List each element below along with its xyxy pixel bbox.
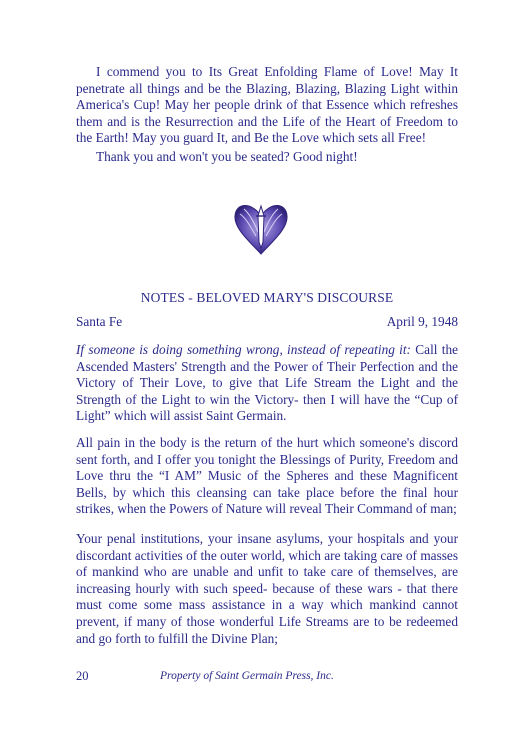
place-label: Santa Fe [76, 314, 123, 329]
paragraph-commendation: I commend you to Its Great Enfolding Flame of Love! May It penetrate all things and be the Blazing, Blazing, Blazing Light within America's Cup! May her people drink of that Essence which refreshes them and is the Resurrection and the Life of the Heart of Freedom to the Earth! May you guard It, and Be the Love which sets all Free! [76, 64, 458, 146]
page-number: 20 [76, 669, 89, 683]
date-label: April 9, 1948 [386, 314, 458, 329]
paragraph-institutions: Your penal institutions, your insane asylums, your hospitals and your discordant activities of the outer world, which are taking care of masses of mankind who are unable and unfit to take care of themselves, are increasing hourly with such speed- because of these wars - that there must come some mass assistance in a way which mankind cannot prevent, if many of those wonderful Life Streams are to be redeemed and go forth to fulfill the Divine Plan; [76, 531, 458, 646]
winged-heart-emblem-icon [230, 196, 292, 258]
paragraph-instruction-italic: If someone is doing something wrong, instead of repeating it: [76, 342, 411, 357]
notes-heading: NOTES - BELOVED MARY'S DISCOURSE [140, 290, 394, 305]
paragraph-closing: Thank you and won't you be seated? Good night! [96, 149, 358, 164]
paragraph-instruction-body: Call the Ascended Masters' Strength and the Power of Their Perfection and the Victory of Their Love, to give that Life Stream the Light and the Strength of the Light to win the Victory- then I will have the “Cup of Light” which will assist Saint Germain. [76, 342, 458, 424]
property-line: Property of Saint Germain Press, Inc. [160, 670, 334, 682]
paragraph-instruction [76, 342, 458, 425]
paragraph-pain: All pain in the body is the return of the hurt which someone's discord sent forth, and I offer you tonight the Blessings of Purity, Freedom and Love thru the “I AM” Music of the Spheres and these Magnificent Bells, by which this cleansing can take place before the final hour strikes, when the Powers of Nature will reveal Their Command of man; [76, 435, 458, 517]
place-date-line [76, 314, 458, 330]
